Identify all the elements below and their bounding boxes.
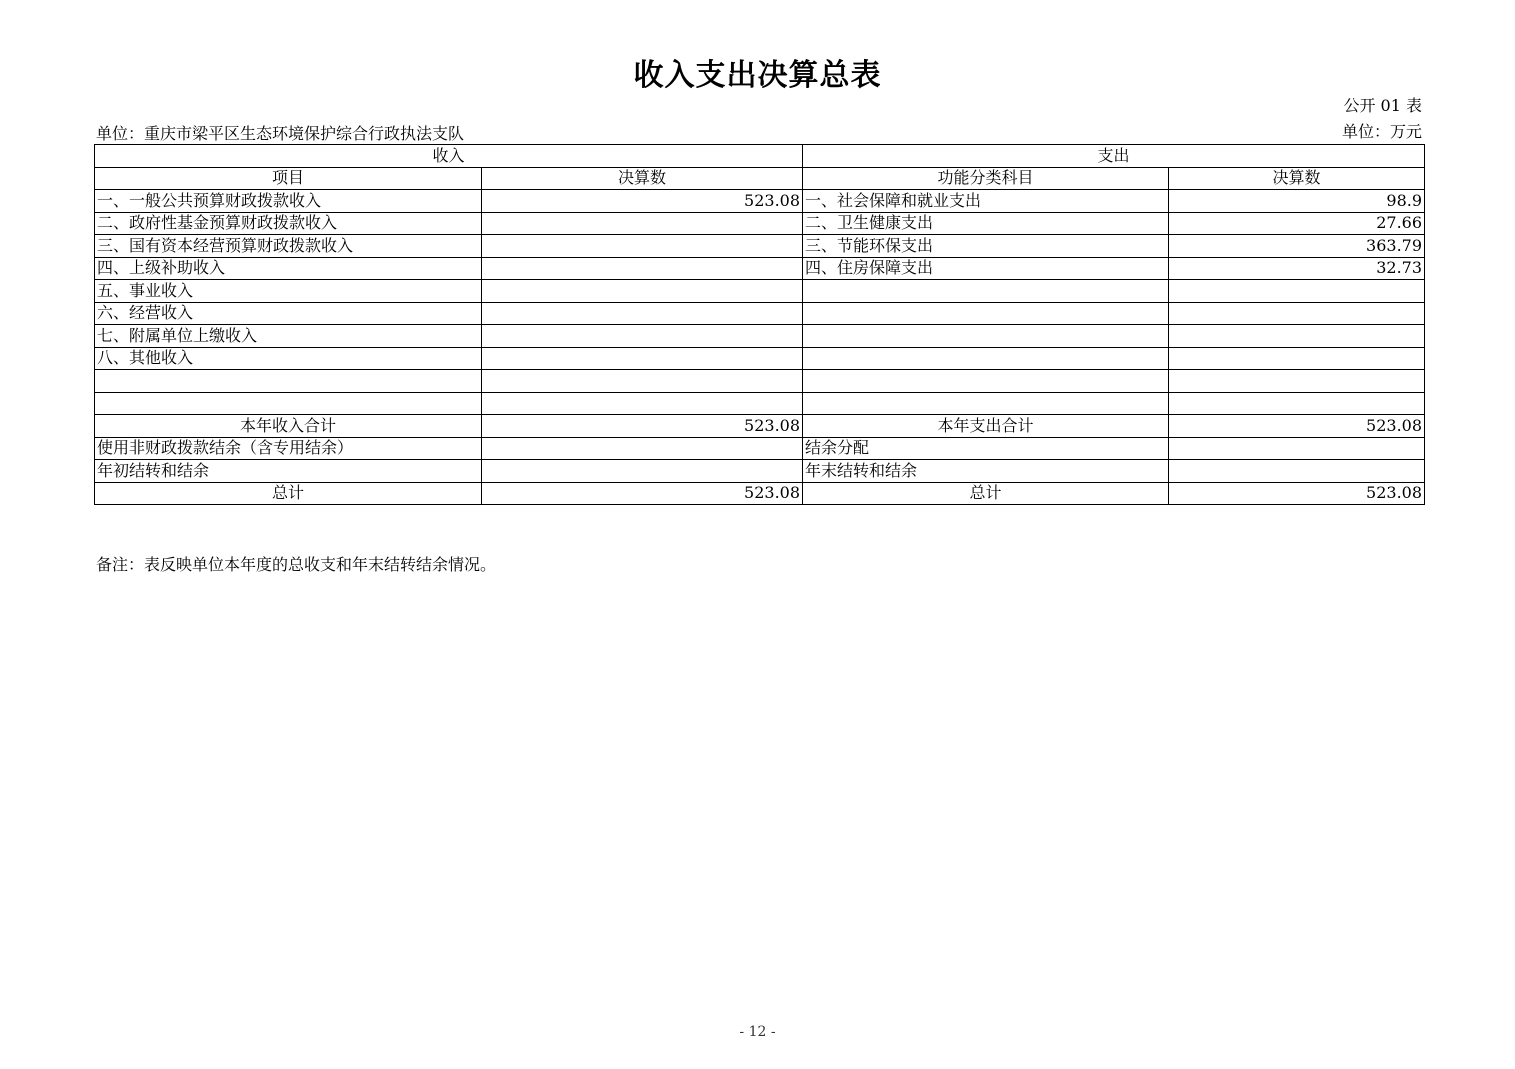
table-row (95, 437, 1425, 460)
grand-total-row (95, 482, 1425, 505)
form-code: 公开 01 表 (1343, 96, 1422, 115)
expense-item (803, 302, 1169, 325)
income-item: 三、国有资本经营预算财政拨款收入 (95, 235, 482, 258)
income-amount (482, 347, 803, 370)
table-row (95, 460, 1425, 483)
page-title: 收入支出决算总表 (633, 58, 882, 93)
income-item: 六、经营收入 (95, 302, 482, 325)
income-amount (482, 437, 803, 460)
income-item: 五、事业收入 (95, 280, 482, 303)
expense-header: 支出 (803, 145, 1425, 168)
income-amount (482, 257, 803, 280)
table-row (95, 190, 1425, 213)
item-column-header: 项目 (95, 167, 482, 190)
expense-amount (1169, 280, 1425, 303)
income-amount (482, 212, 803, 235)
expense-amount: 363.79 (1169, 235, 1425, 258)
income-amount (482, 370, 803, 393)
table-note: 备注：表反映单位本年度的总收支和年末结转结余情况。 (96, 555, 497, 574)
table-row (95, 302, 1425, 325)
expense-amount (1169, 347, 1425, 370)
table-row (95, 325, 1425, 348)
year-total-row (95, 415, 1425, 438)
grand-total-income-label: 总计 (95, 482, 482, 505)
year-expense-total-label: 本年支出合计 (803, 415, 1169, 438)
table-row (95, 280, 1425, 303)
income-amount (482, 325, 803, 348)
income-amount (482, 460, 803, 483)
expense-amount: 98.9 (1169, 190, 1425, 213)
unit-organization: 单位：重庆市梁平区生态环境保护综合行政执法支队 (96, 124, 465, 143)
expense-item (803, 347, 1169, 370)
year-income-total-label: 本年收入合计 (95, 415, 482, 438)
page-number: - 12 - (739, 1024, 776, 1040)
expense-item: 一、社会保障和就业支出 (803, 190, 1169, 213)
year-income-total-value: 523.08 (482, 415, 803, 438)
expense-item (803, 325, 1169, 348)
income-amount-column-header: 决算数 (482, 167, 803, 190)
income-item: 年初结转和结余 (95, 460, 482, 483)
income-item: 二、政府性基金预算财政拨款收入 (95, 212, 482, 235)
income-amount (482, 302, 803, 325)
income-item: 使用非财政拨款结余（含专用结余） (95, 437, 482, 460)
table-row (95, 235, 1425, 258)
expense-item (803, 370, 1169, 393)
income-amount (482, 392, 803, 415)
expense-amount (1169, 325, 1425, 348)
table-row (95, 370, 1425, 393)
grand-total-expense-value: 523.08 (1169, 482, 1425, 505)
income-item: 一、一般公共预算财政拨款收入 (95, 190, 482, 213)
column-header-row (95, 167, 1425, 190)
expense-amount (1169, 302, 1425, 325)
expense-item (803, 280, 1169, 303)
income-item (95, 370, 482, 393)
grand-total-income-value: 523.08 (482, 482, 803, 505)
income-header: 收入 (95, 145, 803, 168)
table-row (95, 392, 1425, 415)
expense-item (803, 392, 1169, 415)
income-amount (482, 235, 803, 258)
expense-amount (1169, 437, 1425, 460)
income-amount: 523.08 (482, 190, 803, 213)
expense-item: 四、住房保障支出 (803, 257, 1169, 280)
income-amount (482, 280, 803, 303)
table-row (95, 347, 1425, 370)
expense-item: 三、节能环保支出 (803, 235, 1169, 258)
grand-total-expense-label: 总计 (803, 482, 1169, 505)
expense-amount (1169, 392, 1425, 415)
section-header-row (95, 145, 1425, 168)
income-item (95, 392, 482, 415)
expense-item: 年末结转和结余 (803, 460, 1169, 483)
income-item: 四、上级补助收入 (95, 257, 482, 280)
income-item: 八、其他收入 (95, 347, 482, 370)
expense-amount (1169, 460, 1425, 483)
table-row (95, 212, 1425, 235)
table-row (95, 257, 1425, 280)
expense-amount-column-header: 决算数 (1169, 167, 1425, 190)
income-item: 七、附属单位上缴收入 (95, 325, 482, 348)
unit-currency: 单位：万元 (1341, 122, 1422, 141)
expense-amount: 32.73 (1169, 257, 1425, 280)
expense-amount: 27.66 (1169, 212, 1425, 235)
year-expense-total-value: 523.08 (1169, 415, 1425, 438)
expense-amount (1169, 370, 1425, 393)
expense-item: 结余分配 (803, 437, 1169, 460)
income-expense-table (94, 144, 1425, 505)
expense-item: 二、卫生健康支出 (803, 212, 1169, 235)
function-category-column-header: 功能分类科目 (803, 167, 1169, 190)
